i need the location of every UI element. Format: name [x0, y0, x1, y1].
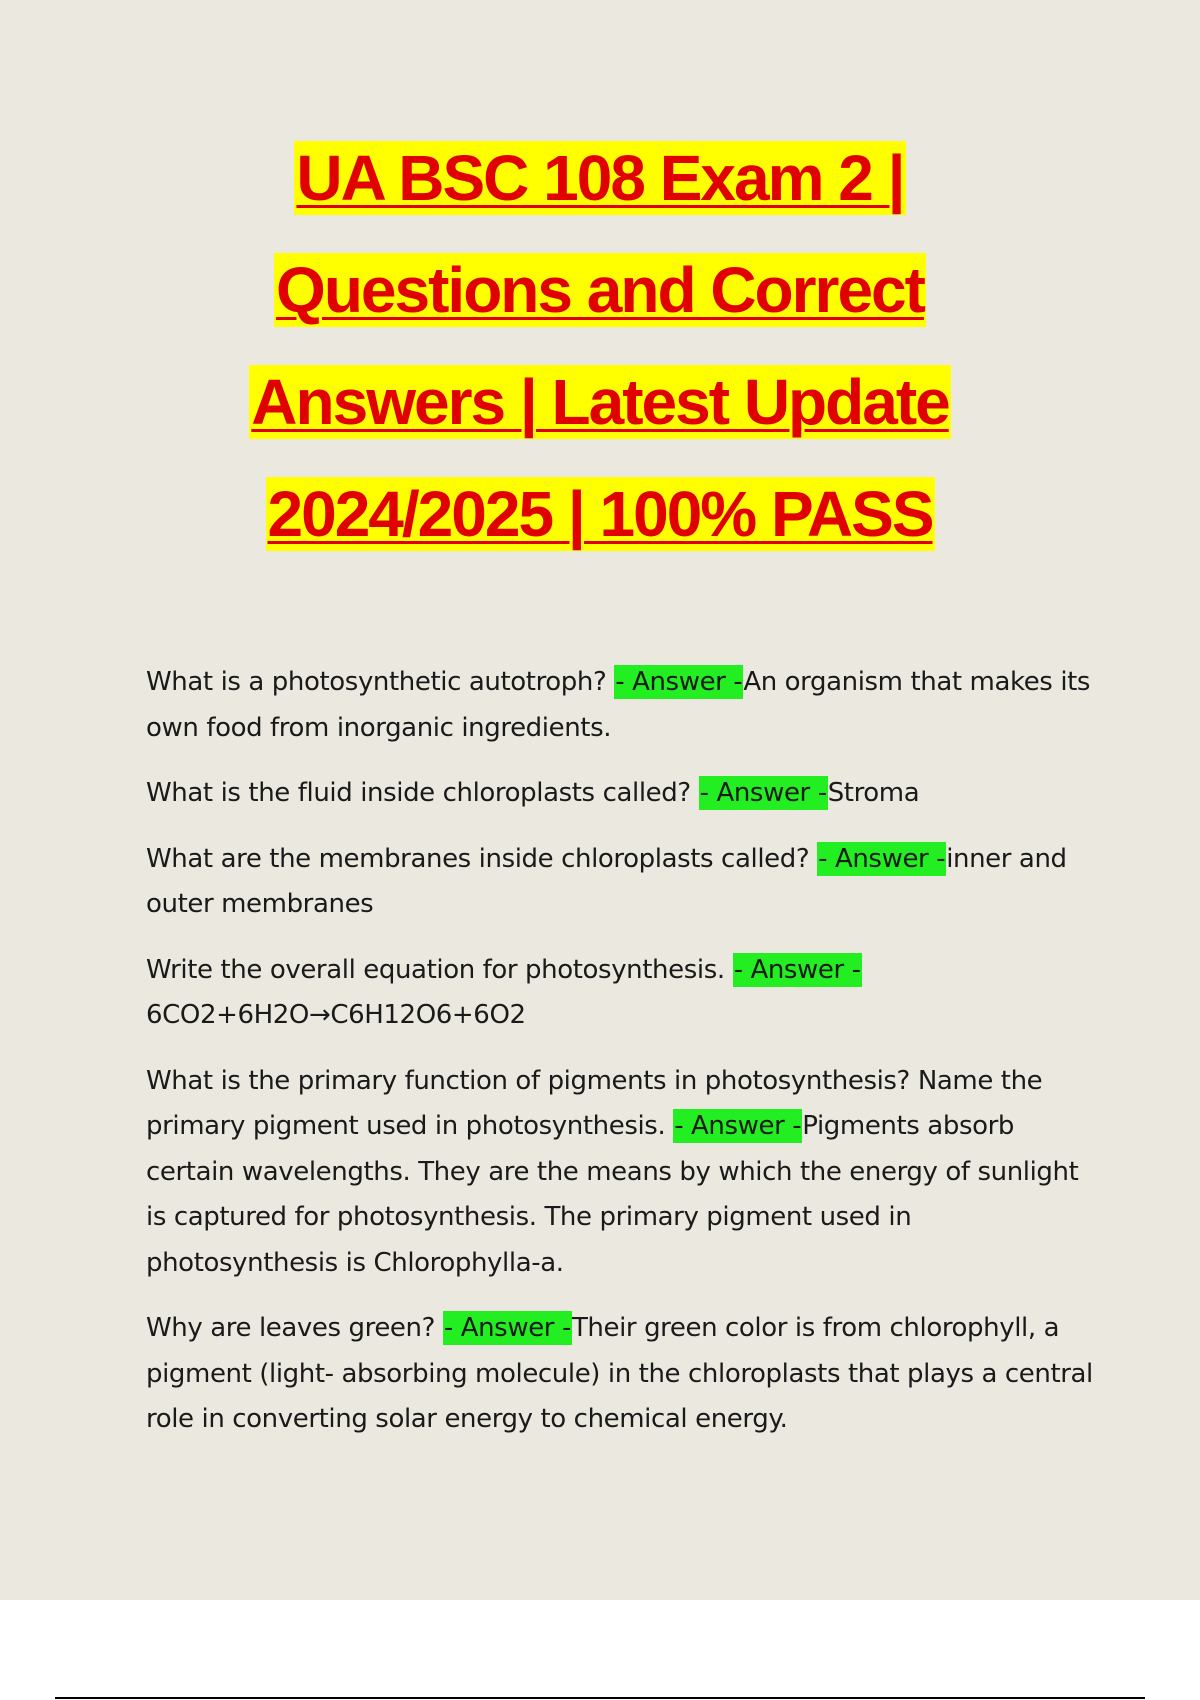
question-text: What is the fluid inside chloroplasts called? — [146, 778, 691, 808]
title-line-2-text: Questions and Correct — [276, 254, 924, 326]
question-text: What is the primary function of pigments in photosynthesis? Name the primary pigment used in photosynthesis. — [146, 1065, 1043, 1141]
answer-text: 6CO2+6H2O→C6H12O6+6O2 — [146, 1000, 526, 1030]
answer-tag: - Answer - — [615, 667, 743, 697]
answer-tag: - Answer - — [699, 778, 827, 808]
answer-tag: - Answer - — [818, 843, 946, 874]
title-line-3-text: Answers | Latest Update — [251, 366, 949, 438]
title-line-3 — [0, 364, 1200, 476]
qa-item-2 — [146, 771, 1096, 817]
answer-text: Pigments absorb certain wavelengths. They are the means by which the energy of sunlight is captured for photosynthesis. The primary pigment used in photosynthesis is Chlorophylla-a. — [146, 1111, 1079, 1278]
title-line-4 — [0, 476, 1200, 588]
question-text: Why are leaves green? — [146, 1313, 435, 1343]
footer-divider — [55, 1697, 1145, 1699]
qa-item-6 — [146, 1306, 1096, 1443]
qa-item-4 — [146, 948, 1096, 1039]
answer-tag: - Answer - — [443, 1313, 571, 1343]
qa-item-5 — [146, 1059, 1096, 1287]
answer-text: Stroma — [827, 778, 920, 808]
qa-item-3 — [146, 837, 1096, 928]
question-text: What is a photosynthetic autotroph? — [146, 667, 607, 697]
answer-text: An organism that makes its own food from inorganic ingredients. — [146, 667, 1091, 743]
answer-text: Their green color is from chlorophyll, a pigment (light- absorbing molecule) in the chloroplasts that plays a central role in converting solar energy to chemical energy. — [146, 1313, 1093, 1434]
document-title — [0, 140, 1200, 588]
qa-item-1 — [146, 660, 1096, 751]
title-line-4-text: 2024/2025 | 100% PASS — [267, 478, 933, 550]
title-line-1 — [0, 140, 1200, 252]
question-text: Write the overall equation for photosynthesis. — [146, 954, 725, 985]
title-line-1-text: UA BSC 108 Exam 2 | — [296, 142, 904, 214]
question-text: What are the membranes inside chloroplasts called? — [146, 843, 810, 874]
answer-tag: - Answer - — [733, 954, 861, 985]
qa-list — [146, 660, 1096, 1463]
title-line-2 — [0, 252, 1200, 364]
answer-text: inner and outer membranes — [146, 843, 1067, 919]
answer-tag: - Answer - — [674, 1111, 802, 1141]
